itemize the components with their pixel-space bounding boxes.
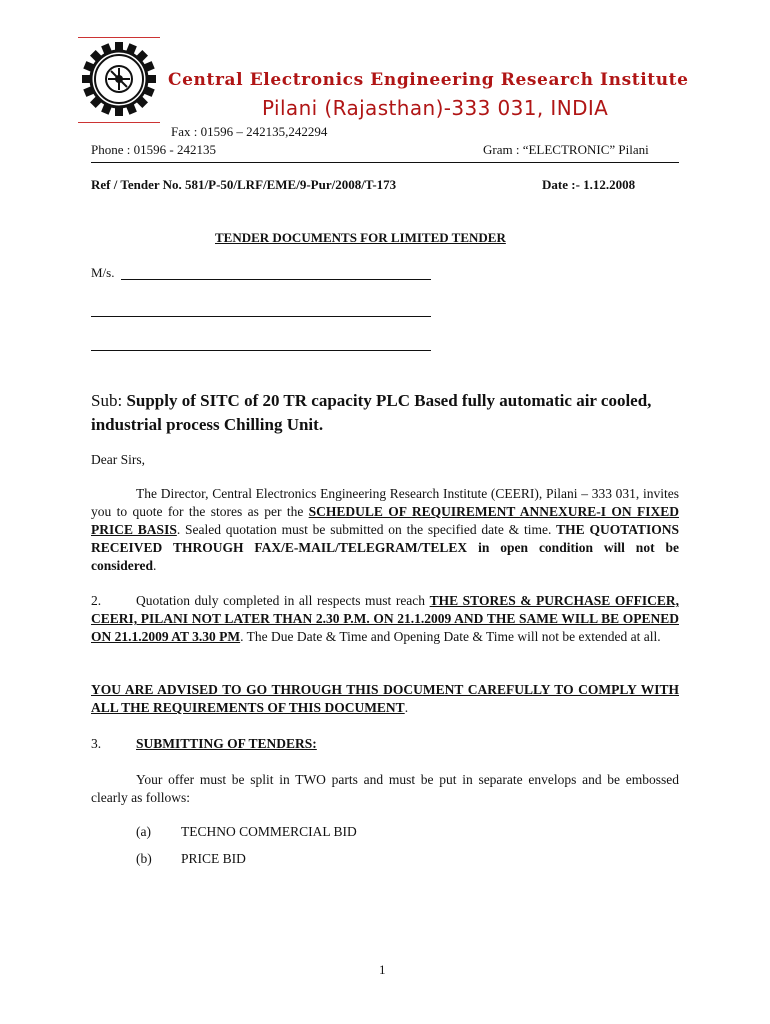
paragraph-2: [91, 592, 679, 646]
para1-text-1: The Director, Central Electronics Engineering Research Institute (CEERI), Pilani – 333 031, invites you to quote for the stores as per the: [91, 486, 679, 519]
ms-line-3: [91, 350, 431, 351]
item-b-text: PRICE BID: [181, 851, 246, 866]
advice-end: .: [404, 700, 409, 715]
ms-label: M/s.: [91, 265, 115, 280]
advice-paragraph: [91, 681, 679, 717]
para2-number: 2.: [91, 593, 102, 608]
subject: [91, 389, 691, 437]
para1-schedule: SCHEDULE OF REQUIREMENT ANNEXURE-I ON FIXED PRICE BASIS: [91, 504, 680, 537]
para2-text-2: . The Due Date & Time and Opening Date & Time will not be extended at all.: [240, 629, 661, 644]
item-a-label: (a): [136, 824, 151, 839]
item-b-label: (b): [136, 851, 152, 866]
advice-text: YOU ARE ADVISED TO GO THROUGH THIS DOCUMENT CAREFULLY TO COMPLY WITH ALL THE REQUIREMENTS OF THIS DOCUMENT: [91, 682, 679, 715]
ceeri-logo: [78, 38, 160, 120]
item-a-text: TECHNO COMMERCIAL BID: [181, 824, 357, 839]
institute-address: Pilani (Rajasthan)-333 031, INDIA: [262, 96, 609, 120]
tender-date: Date :- 1.12.2008: [542, 177, 636, 192]
page-number: 1: [379, 962, 386, 977]
para2-deadline: THE STORES & PURCHASE OFFICER, CEERI, PILANI NOT LATER THAN 2.30 P.M. ON 21.1.2009 AND THE SAME WILL BE OPENED ON 21.1.2009 AT 3.30 PM: [91, 593, 679, 644]
tender-reference: Ref / Tender No. 581/P-50/LRF/EME/9-Pur/2008/T-173: [91, 177, 397, 192]
ms-line-2: [91, 316, 431, 317]
para1-text-2: . Sealed quotation must be submitted on the specified date & time.: [176, 522, 557, 537]
para1-end: .: [153, 558, 157, 573]
paragraph-1: [91, 485, 679, 575]
document-title: TENDER DOCUMENTS FOR LIMITED TENDER: [215, 230, 506, 245]
subject-text: Supply of SITC of 20 TR capacity PLC Based fully automatic air cooled, industrial process Chilling Unit.: [91, 391, 652, 434]
para1-warning: THE QUOTATIONS RECEIVED THROUGH FAX/E-MAIL/TELEGRAM/TELEX in open condition will not be considered: [91, 522, 680, 573]
institute-name: Central Electronics Engineering Research Institute: [168, 70, 689, 90]
para2-text-1: Quotation duly completed in all respects must reach: [136, 593, 430, 608]
section-3-body: Your offer must be split in TWO parts and must be put in separate envelops and be embossed clearly as follows:: [91, 772, 679, 805]
salutation: Dear Sirs,: [91, 452, 145, 467]
fax-number: Fax : 01596 – 242135,242294: [171, 124, 328, 139]
gram-address: Gram : “ELECTRONIC” Pilani: [483, 142, 649, 157]
ms-line-1: [121, 279, 431, 280]
phone-number: Phone : 01596 - 242135: [91, 142, 216, 157]
subject-prefix: Sub:: [91, 391, 123, 410]
section-3-number: 3.: [91, 736, 102, 751]
section-3-heading: SUBMITTING OF TENDERS:: [136, 736, 317, 751]
